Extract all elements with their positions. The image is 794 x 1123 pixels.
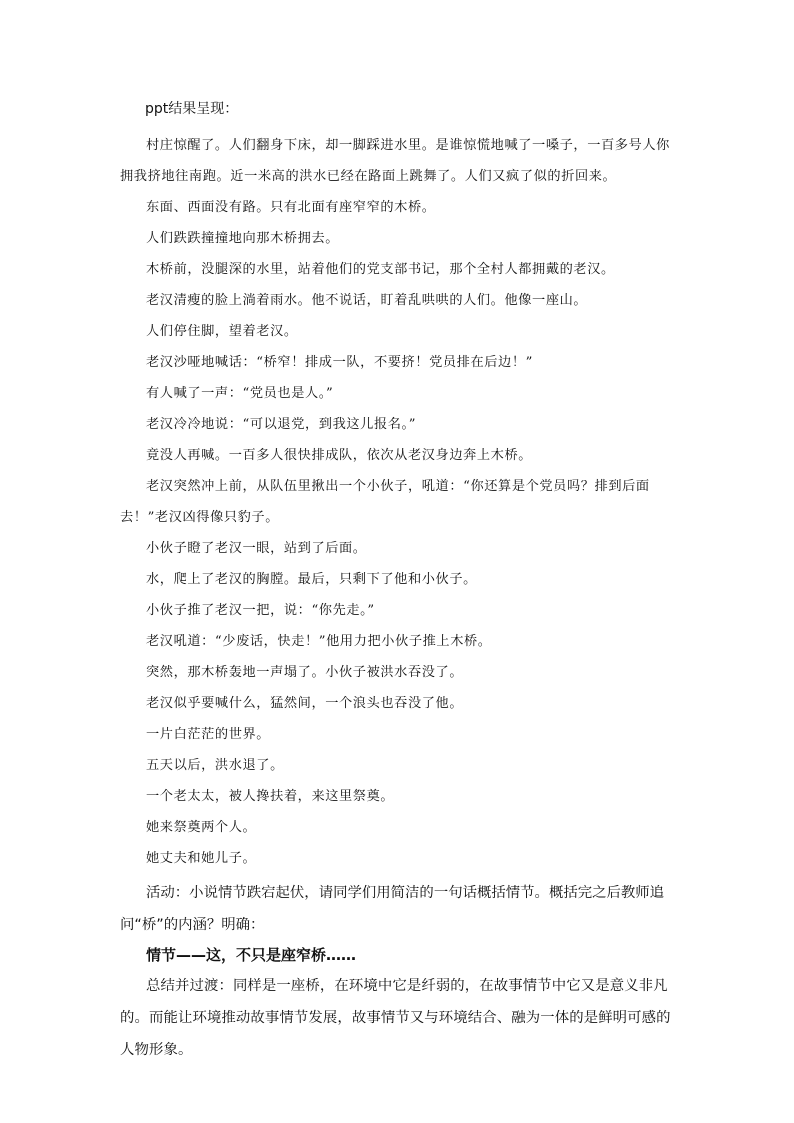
- story-paragraph: 木桥前，没腿深的水里，站着他们的党支部书记，那个全村人都拥戴的老汉。: [146, 262, 615, 277]
- story-paragraph: 老汉沙哑地喊话：“桥窄！排成一队，不要挤！党员排在后边！”: [146, 355, 533, 370]
- story-paragraph: 竟没人再喊。一百多人很快排成队，依次从老汉身边奔上木桥。: [146, 448, 533, 463]
- story-paragraph: 村庄惊醒了。人们翻身下床，却一脚踩进水里。是谁惊慌地喊了一嗓子，一百多号人你拥我挤地往南跑。近一米高的洪水已经在路面上跳舞了。人们又疯了似的折回来。: [120, 138, 670, 184]
- story-paragraph: 人们跌跌撞撞地向那木桥拥去。: [146, 231, 340, 246]
- activity-paragraph: 活动：小说情节跌宕起伏，请同学们用简洁的一句话概括情节。概括完之后教师追问“桥”的内涵？明确：: [120, 885, 665, 933]
- story-paragraph: 小伙子推了老汉一把，说：“你先走。”: [146, 603, 375, 618]
- story-paragraph: 一个老太太，被人搀扶着，来这里祭奠。: [146, 789, 395, 804]
- story-paragraph: 有人喊了一声：“党员也是人。”: [146, 386, 334, 401]
- story-paragraph: 她丈夫和她儿子。: [146, 851, 257, 866]
- story-paragraph: 小伙子瞪了老汉一眼，站到了后面。: [146, 541, 367, 556]
- section-title: 情节——这，不只是座窄桥……: [146, 946, 357, 964]
- story-paragraph: 老汉吼道：“少废话，快走！”他用力把小伙子推上木桥。: [146, 634, 492, 649]
- story-paragraph: 她来祭奠两个人。: [146, 820, 257, 835]
- summary-paragraph: 总结并过渡：同样是一座桥，在环境中它是纤弱的，在故事情节中它又是意义非凡的。而能让环境推动故事情节发展，故事情节又与环境结合、融为一体的是鲜明可感的人物形象。: [120, 978, 671, 1058]
- story-paragraph: 人们停住脚，望着老汉。: [146, 324, 298, 339]
- ppt-result-heading: ppt结果呈现：: [145, 101, 239, 117]
- story-paragraph: 突然，那木桥轰地一声塌了。小伙子被洪水吞没了。: [146, 665, 464, 680]
- story-paragraph: 东面、西面没有路。只有北面有座窄窄的木桥。: [146, 200, 436, 215]
- story-paragraph: 五天以后，洪水退了。: [146, 758, 284, 773]
- story-paragraph: 水，爬上了老汉的胸膛。最后，只剩下了他和小伙子。: [146, 572, 477, 587]
- story-paragraph: 一片白茫茫的世界。: [146, 727, 271, 742]
- story-paragraph: 老汉突然冲上前，从队伍里揪出一个小伙子，吼道：“你还算是个党员吗？排到后面去！”老汉凶得像只豹子。: [120, 479, 650, 525]
- story-paragraph: 老汉清瘦的脸上淌着雨水。他不说话，盯着乱哄哄的人们。他像一座山。: [146, 293, 588, 308]
- story-paragraph: 老汉似乎要喊什么，猛然间，一个浪头也吞没了他。: [146, 696, 464, 711]
- story-text: [120, 130, 680, 874]
- story-paragraph: 老汉冷冷地说：“可以退党，到我这儿报名。”: [146, 417, 417, 432]
